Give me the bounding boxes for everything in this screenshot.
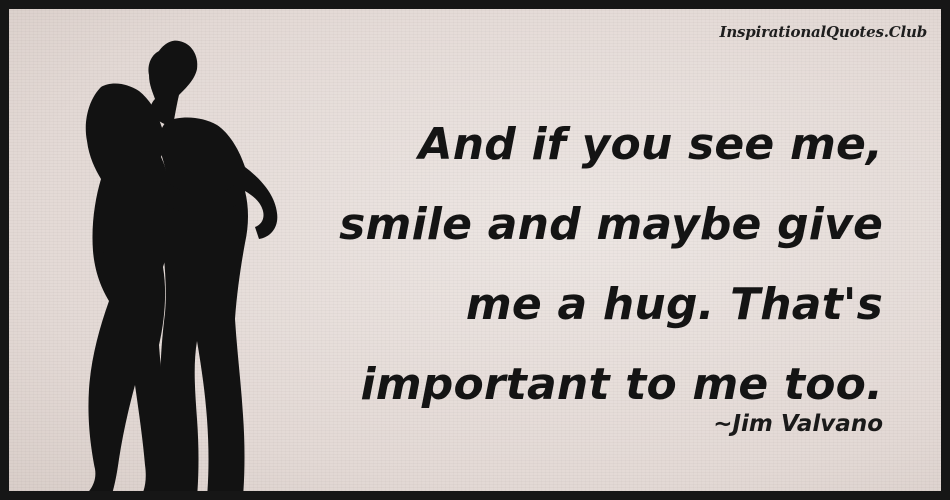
brand-watermark: InspirationalQuotes.Club	[719, 23, 927, 41]
couple-silhouette-icon	[49, 29, 279, 500]
man-silhouette	[148, 41, 197, 125]
quote-author: ~Jim Valvano	[713, 411, 883, 437]
quote-text: And if you see me, smile and maybe give me a hug. That's important to me too.	[339, 119, 883, 410]
woman-silhouette	[83, 84, 172, 497]
